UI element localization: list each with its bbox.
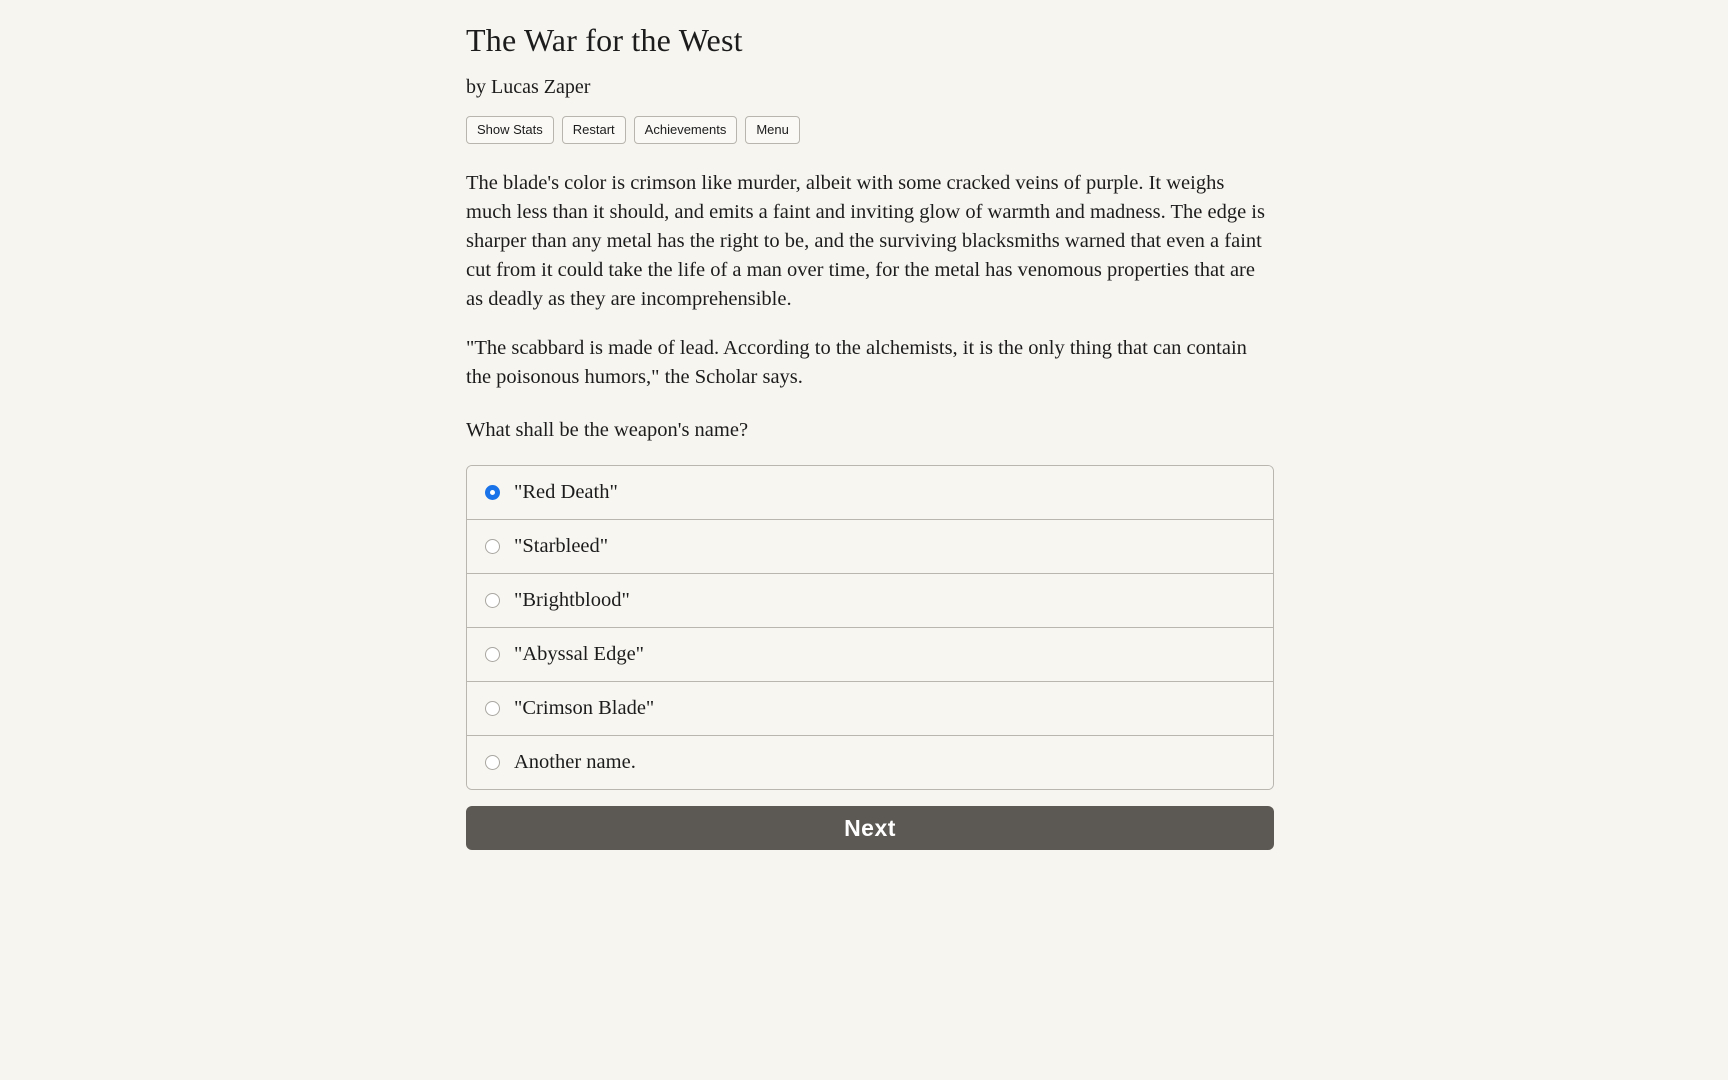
choice-option[interactable] [467,682,1273,736]
radio-icon[interactable] [485,539,500,554]
page-title: The War for the West [466,22,743,58]
choice-option[interactable] [467,574,1273,628]
choice-label: "Abyssal Edge" [514,643,645,665]
author-byline: by Lucas Zaper [466,76,591,98]
menu-button[interactable]: Menu [745,116,800,144]
choice-label: "Starbleed" [514,535,609,557]
choice-option[interactable] [467,736,1273,789]
radio-icon[interactable] [485,701,500,716]
choice-question: What shall be the weapon's name? [466,419,749,441]
radio-icon[interactable] [485,647,500,662]
choice-option[interactable] [467,520,1273,574]
achievements-button[interactable]: Achievements [634,116,738,144]
choice-option[interactable] [467,466,1273,520]
story-container [466,0,1274,850]
choice-list [466,465,1274,790]
radio-icon[interactable] [485,755,500,770]
choice-label: "Crimson Blade" [514,697,655,719]
story-paragraph-2: "The scabbard is made of lead. According to the alchemists, it is the only thing that can contain the poisonous humors," the Scholar says. [466,337,1247,388]
show-stats-button[interactable]: Show Stats [466,116,554,144]
choice-label: "Brightblood" [514,589,630,611]
choice-label: "Red Death" [514,481,618,503]
next-button[interactable]: Next [466,806,1274,850]
choice-label: Another name. [514,751,636,773]
story-paragraph-1: The blade's color is crimson like murder, albeit with some cracked veins of purple. It weighs much less than it should, and emits a faint and inviting glow of warmth and madness. The edge is sharper than any metal has the right to be, and the surviving blacksmiths warned that even a faint cut from it could take the life of a man over time, for the metal has venomous properties that are as deadly as they are incomprehensible. [466,172,1265,310]
game-toolbar [466,116,1274,144]
choice-option[interactable] [467,628,1273,682]
restart-button[interactable]: Restart [562,116,626,144]
radio-icon[interactable] [485,593,500,608]
radio-icon[interactable] [485,485,500,500]
